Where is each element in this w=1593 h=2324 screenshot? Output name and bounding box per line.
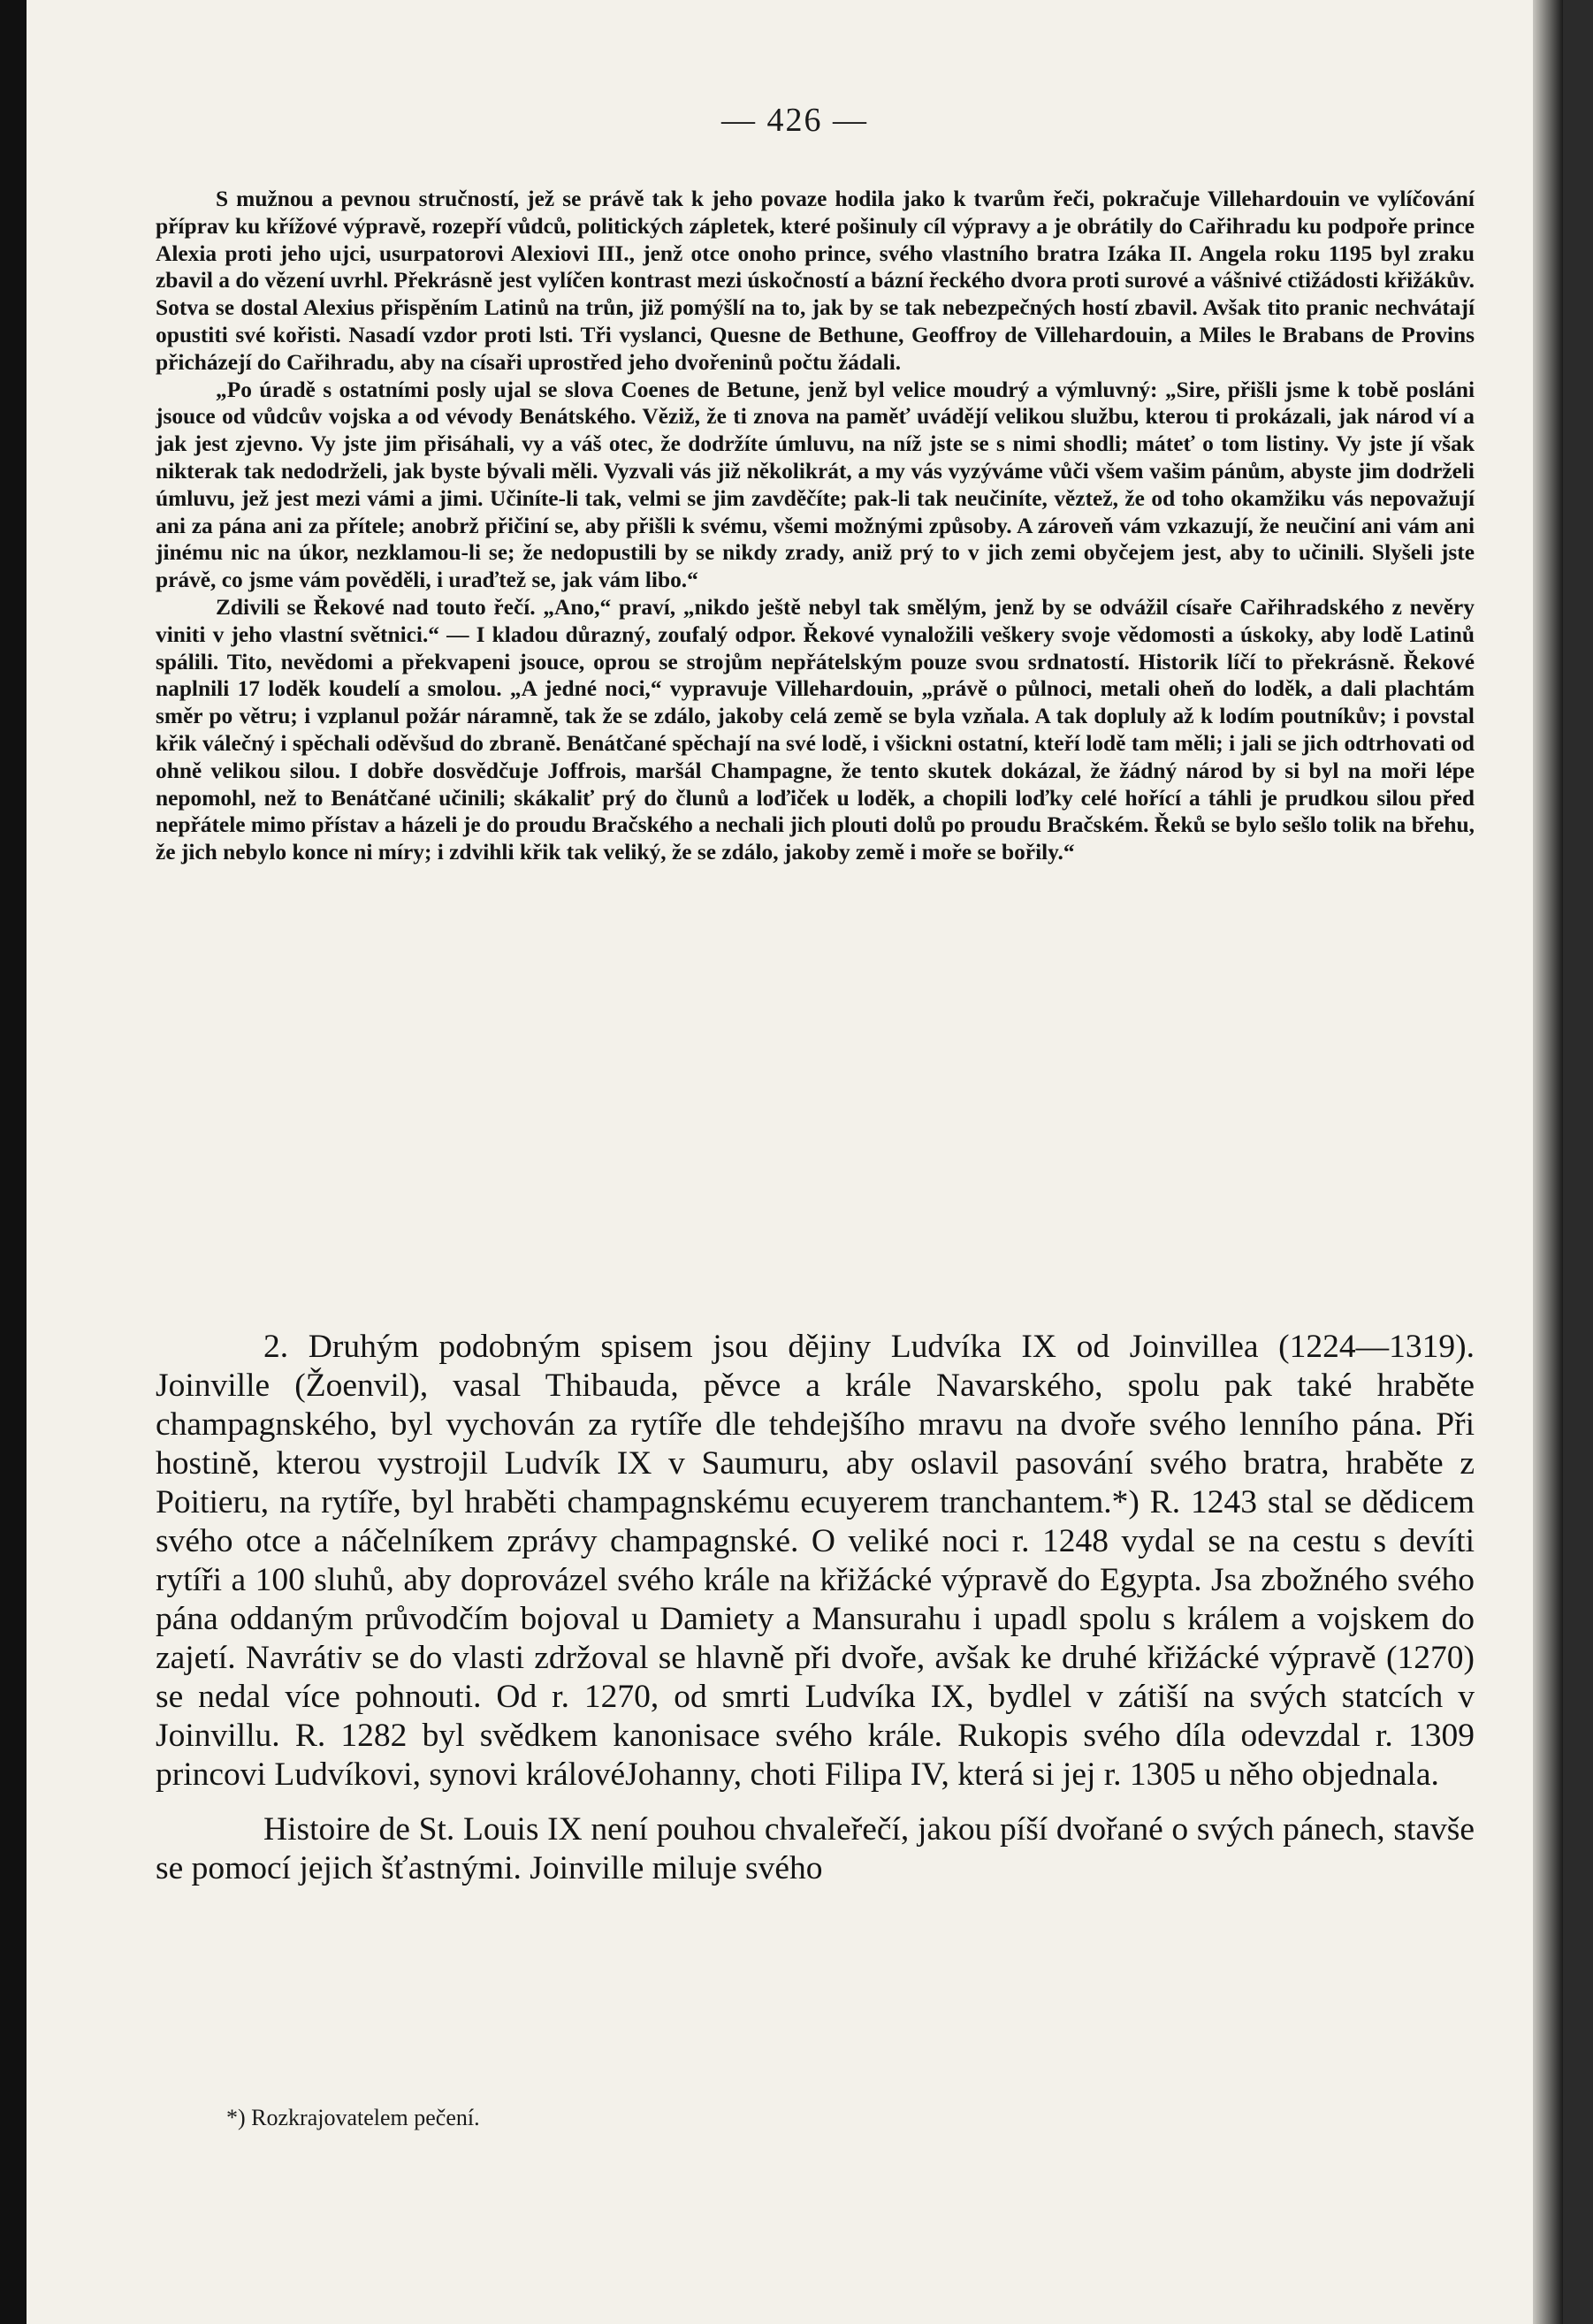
paragraph-villehardouin-intro: S mužnou a pevnou stručností, jež se právě tak k jeho povaze hodila jako k tvarům řeči, pokračuje Villehardouin ve vylíčování příprav ku křížové výpravě, rozepří vůdců, politických zápletek, které pošinuly cíl výpravy a je obrátily do Cařihradu ku podpoře prince Alexia proti jeho ujci, usurpatorovi Alexiovi III., jenž otce onoho prince, svého vlastního bratra Izáka II. Angela roku 1195 byl zraku zbavil a do vězení uvrhl. Překrásně jest vylíčen kontrast mezi úskočností a bázní řeckého dvora proti surové a vášnivé ctižádosti křižákův. Sotva se dostal Alexius přispěním Latinů na trůn, již pomýšlí na to, jak by se tak nebezpečných hostí zbavil. Avšak tito pranic nechvátají opustiti své kořisti. Nasadí vzdor proti lsti. Tři vyslanci, Quesne de Bethune, Geoffroy de Villehardouin, a Miles le Brabans de Provins přicházejí do Cařihradu, aby na císaři uprostřed jeho dvořeninů počtu žádali.	[156, 187, 1475, 375]
scan-right-edge	[1533, 0, 1563, 2324]
main-text-section	[156, 1328, 1475, 1888]
paragraph-quotation-coenes: „Po úradě s ostatními posly ujal se slova Coenes de Betune, jenž byl velice moudrý a výmluvný: „Sire, přišli jsme k tobě posláni jsouce od vůdcův vojska a od vévody Benátského. Věziž, že ti znova na paměť uvádějí velikou službu, kterou ti prokázali, jak národ ví a jak jest zjevno. Vy jste jim přisáhali, vy a váš otec, že dodržíte úmluvu, na níž jste se s nimi shodli; máteť o tom listiny. Vy jste jí však nikterak tak nedodrželi, jak byste bývali měli. Vyzvali vás již několikrát, a my vás vyzýváme vůči všem vašim pánům, abyste jim dodrželi úmluvu, jež jest mezi vámi a jimi. Učiníte-li tak, velmi se jim zavděčíte; pak-li tak neučiníte, věztež, že od toho okamžiku vás nepovažují ani za pána ani za přítele; anobrž přičiní se, aby přišli k svému, všemi možnými způsoby. A zároveň vám vzkazují, že neučiní ani vám ani jinému nic na úkor, nezklamou-li se; že nedopustili by se nikdy zrady, aniž prý to v jich zemi obyčejem jest, aby to učinili. Slyšeli jste právě, co jsme vám pověděli, i uraďtež se, jak vám libo.“	[156, 377, 1475, 593]
footnote: *) Rozkrajovatelem pečení.	[226, 2105, 480, 2130]
paragraph-histoire-st-louis: Histoire de St. Louis IX není pouhou chvaleřečí, jakou píší dvořané o svých pánech, stavše se pomocí jejich šťastnými. Joinville miluje svého	[156, 1811, 1475, 1886]
paragraph-joinville: 2. Druhým podobným spisem jsou dějiny Ludvíka IX od Joinvillea (1224—1319). Joinville (Žoenvil), vasal Thibauda, pěvce a krále Navarského, spolu pak také hraběte champagnského, byl vychován za rytíře dle tehdejšího mravu na dvoře svého lenního pána. Při hostině, kterou vystrojil Ludvík IX v Saumuru, aby oslavil pasování svého bratra, hraběte z Poitieru, na rytíře, byl hraběti champagnskému ecuyerem tranchantem.*) R. 1243 stal se dědicem svého otce a náčelníkem zprávy champagnské. O veliké noci r. 1248 vydal se na cestu s devíti rytíři a 100 sluhů, aby doprovázel svého krále na křižácké výpravě do Egypta. Jsa zbožného svého pána oddaným průvodčím bojoval u Damiety a Mansurahu i upadl spolu s králem a vojskem do zajetí. Navrátiv se do vlasti zdržoval se hlavně při dvoře, avšak ke druhé křižácké výpravě (1270) se nedal více pohnouti. Od r. 1270, od smrti Ludvíka IX, bydlel v zátiší na svých statcích v Joinvillu. R. 1282 byl svědkem kanonisace svého krále. Rukopis svého díla odevzdal r. 1309 princovi Ludvíkovi, synovi královéJohanny, choti Filipa IV, která si jej r. 1305 u něho objednala.	[156, 1329, 1475, 1793]
scan-left-border	[0, 0, 27, 2324]
page-number: — 426 —	[721, 102, 868, 139]
paragraph-greek-fire: Zdivili se Řekové nad touto řečí. „Ano,“ praví, „nikdo ještě nebyl tak smělým, jenž by se odvážil císaře Cařihradského z nevěry viniti v jeho vlastní světnici.“ — I kladou důrazný, zoufalý odpor. Řekové vynaložili veškery svoje vědomosti a úskoky, aby lodě Latinů spálili. Tito, nevědomi a překvapeni jsouce, oprou se strojům nepřátelským pouze svou srdnatostí. Historik líčí to překrásně. Řekové naplnili 17 loděk koudelí a smolou. „A jedné noci,“ vypravuje Villehardouin, „právě o půlnoci, metali oheň do loděk, a dali plachtám směr po větru; i vzplanul požár náramně, tak že se zdálo, jakoby celá země se byla vzňala. A tak dopluly až k lodím poutníkův; i povstal křik válečný i spěchali oděvšud do zbraně. Benátčané spěchají na své lodě, i všickni ostatní, kteří lodě tam měli; i jali se jich odtrhovati od ohně velikou silou. I dobře dosvědčuje Joffrois, maršál Champagne, že tento skutek dokázal, že žádný národ by si byl na moři lépe nepomohl, než to Benátčané učinili; skákaliť prý do člunů a loďiček u loděk, a chopili loďky celé hořící a táhli je prudkou silou před nepřátele mimo přístav a házeli je do proudu Bračského a nechali jich plouti dolů po proudu Bračském. Řeků se bylo sešlo tolik na břehu, že jich nebylo konce ni míry; i zdvihli křik tak veliký, že se zdálo, jakoby země i moře se bořily.“	[156, 594, 1475, 865]
small-print-section	[156, 186, 1475, 866]
book-page	[27, 0, 1563, 2324]
